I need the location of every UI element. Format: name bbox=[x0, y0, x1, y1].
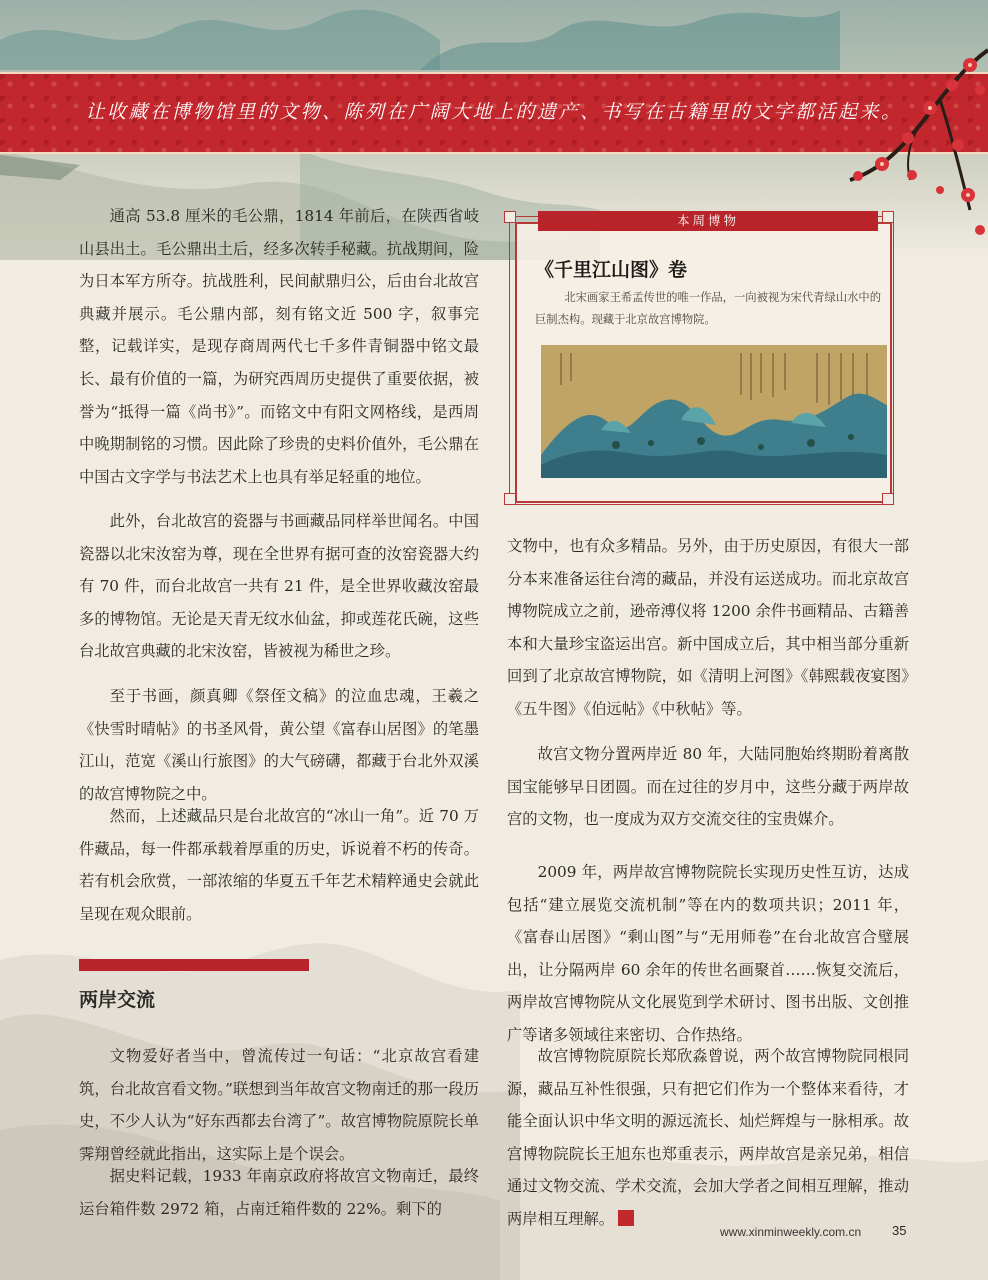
article-paragraph: 然而，上述藏品只是台北故宫的“冰山一角”。近 70 万件藏品，每一件都承载着厚重的历史，诉说着不朽的传奇。若有机会欣赏，一部浓缩的华夏五千年艺术精粹通史会就此呈现在观众眼前。 bbox=[79, 807, 479, 923]
card-tab-label: 本周博物 bbox=[538, 211, 878, 231]
card-corner-ornament bbox=[882, 211, 894, 223]
card-corner-ornament bbox=[882, 493, 894, 505]
landscape-painting-image bbox=[541, 345, 887, 478]
article-paragraph: 故宫文物分置两岸近 80 年，大陆同胞始终期盼着离散国宝能够早日团圆。而在过往的岁月中，这些分藏于两岸故宫的文物，也一度成为双方交流交往的宝贵媒介。 bbox=[507, 745, 909, 829]
end-of-article-icon bbox=[618, 1210, 634, 1226]
card-corner-ornament bbox=[504, 493, 516, 505]
section-title: 两岸交流 bbox=[79, 989, 156, 1011]
footer-url: www.xinminweekly.com.cn bbox=[720, 1225, 862, 1239]
article-paragraph: 此外，台北故宫的瓷器与书画藏品同样举世闻名。中国瓷器以北宋汝窑为尊，现在全世界有据可查的汝窑瓷器大约有 70 件，而台北故宫一共有 21 件，是全世界收藏汝窑最多的博物馆。无论是天青无纹水仙盆，抑或莲花氏碗，这些台北故宫典藏的北宋汝窑，皆被视为稀世之珍。 bbox=[79, 512, 479, 661]
article-paragraph-text: 故宫博物院原院长郑欣淼曾说，两个故宫博物院同根同源，藏品互补性很强，只有把它们作为一个整体来看待，才能全面认识中华文明的源远流长、灿烂辉煌与一脉相承。故宫博物院院长王旭东也郑重表示，两岸故宫是亲兄弟，相信通过文物交流、学术交流，会加大学者之间相互理解，推动两岸相互理解。 bbox=[507, 1047, 909, 1228]
article-paragraph: 至于书画，颜真卿《祭侄文稿》的泣血忠魂，王羲之《快雪时晴帖》的书圣风骨，黄公望《富春山居图》的笔墨江山，范宽《溪山行旅图》的大气磅礴，都藏于台北外双溪的故宫博物院之中。 bbox=[79, 687, 479, 803]
article-paragraph: 据史料记载，1933 年南京政府将故宫文物南迁，最终运台箱件数 2972 箱，占南迁箱件数的 22%。剩下的 bbox=[79, 1167, 479, 1218]
card-title: 《千里江山图》卷 bbox=[535, 259, 688, 281]
card-description: 北宋画家王希孟传世的唯一作品，一向被视为宋代青绿山水中的巨制杰构。现藏于北京故宫博物院。 bbox=[535, 291, 881, 326]
section-divider-bar bbox=[79, 959, 309, 971]
card-corner-ornament bbox=[504, 211, 516, 223]
article-paragraph: 文物中，也有众多精品。另外，由于历史原因，有很大一部分本来准备运往台湾的藏品，并没有运送成功。而北京故宫博物院成立之前，逊帝溥仪将 1200 余件书画精品、古籍善本和大量珍宝盗运出宫。新中国成立后，其中相当部分重新回到了北京故宫博物院，如《清明上河图》《韩熙载夜宴图》《五牛图》《伯远帖》《中秋帖》等。 bbox=[507, 537, 909, 718]
article-paragraph: 通高 53.8 厘米的毛公鼎，1814 年前后，在陕西省岐山县出土。毛公鼎出土后，经多次转手秘藏。抗战期间，险为日本军方所夺。抗战胜利，民间献鼎归公，后由台北故宫典藏并展示。毛公鼎内部，刻有铭文近 500 字，叙事完整，记载详实，是现存商周两代七千多件青铜器中铭文最长、最有价值的一篇，为研究西周历史提供了重要依据，被誉为“抵得一篇《尚书》”。而铭文中有阳文网格线，是西周中晚期制铭的习惯。因此除了珍贵的史料价值外，毛公鼎在中国古文字学与书法艺术上也具有举足轻重的地位。 bbox=[79, 207, 479, 486]
article-paragraph bbox=[507, 1040, 909, 1236]
article-paragraph: 2009 年，两岸故宫博物院院长实现历史性互访，达成包括“建立展览交流机制”等在内的数项共识；2011 年，《富春山居图》“剩山图”与“无用师卷”在台北故宫合璧展出，让分隔两岸 60 余年的传世名画聚首……恢复交流后，两岸故宫博物院从文化展览到学术研讨、图书出版、文创推广等诸多领域往来密切、合作热络。 bbox=[507, 863, 909, 1044]
page-number: 35 bbox=[892, 1223, 907, 1238]
header-slogan: 让收藏在博物馆里的文物、陈列在广阔大地上的遗产、书写在古籍里的文字都活起来。 bbox=[85, 101, 903, 123]
article-paragraph: 文物爱好者当中，曾流传过一句话：“北京故宫看建筑，台北故宫看文物。”联想到当年故宫文物南迁的那一段历史，不少人认为“好东西都去台湾了”。故宫博物院原院长单霁翔曾经就此指出，这实际上是个误会。 bbox=[79, 1047, 479, 1163]
